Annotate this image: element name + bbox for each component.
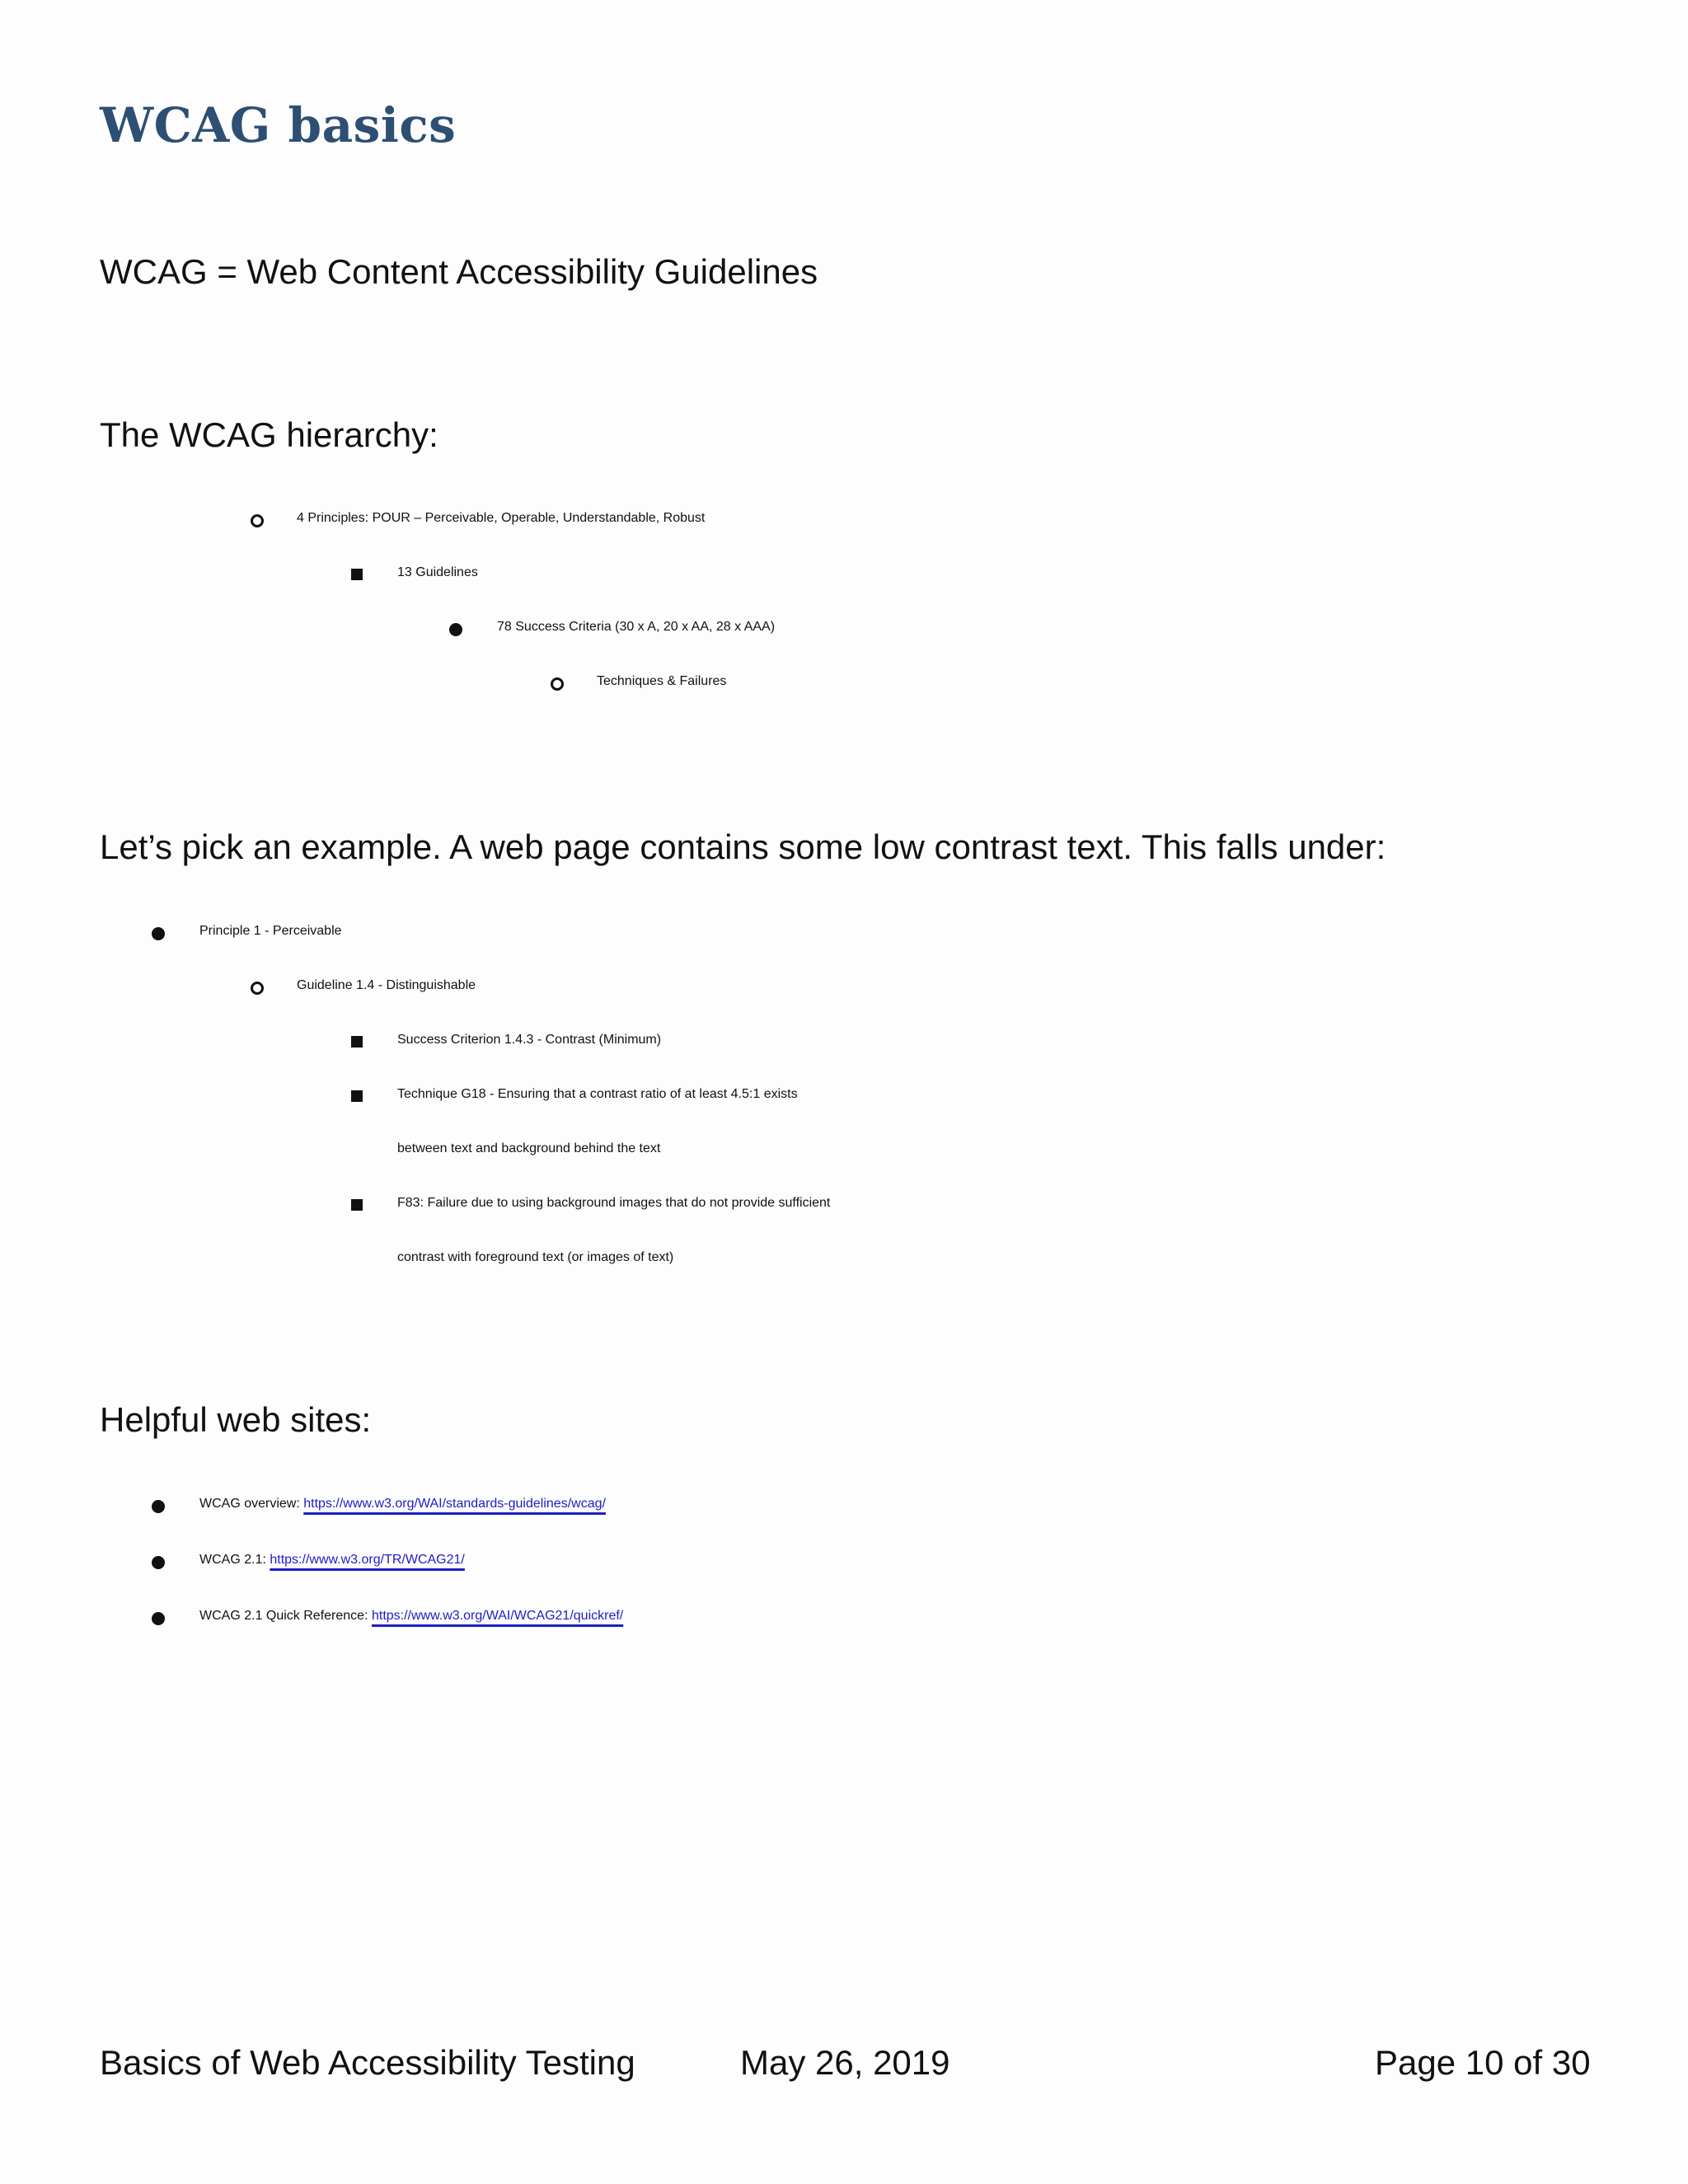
link-label: WCAG 2.1 Quick Reference: (199, 1609, 372, 1623)
wcag21-link[interactable]: https://www.w3.org/TR/WCAG21/ (270, 1553, 465, 1567)
hierarchy-item-guidelines: 13 Guidelines (397, 546, 478, 600)
example-principle: Principle 1 - Perceivable (199, 904, 342, 958)
example-guideline: Guideline 1.4 - Distinguishable (297, 958, 476, 1013)
hierarchy-item-principles: 4 Principles: POUR – Perceivable, Operable, Understandable, Robust (297, 491, 705, 546)
wcag-definition: WCAG = Web Content Accessibility Guidelines (100, 252, 818, 291)
link-label: WCAG 2.1: (199, 1553, 270, 1567)
footer-page-number: Page 10 of 30 (1375, 2043, 1591, 2082)
circle-bullet-icon (551, 677, 564, 691)
square-bullet-icon (351, 569, 363, 580)
disc-bullet-icon (152, 927, 165, 940)
circle-bullet-icon (251, 514, 264, 527)
hierarchy-intro: The WCAG hierarchy: (100, 415, 438, 454)
circle-bullet-icon (251, 982, 264, 995)
wcag-overview-link[interactable]: https://www.w3.org/WAI/standards-guidelines/wcag/ (303, 1497, 606, 1511)
hierarchy-item-techniques: Techniques & Failures (597, 654, 726, 709)
hierarchy-item-success-criteria: 78 Success Criteria (30 x A, 20 x AA, 28 x AAA) (497, 600, 775, 654)
disc-bullet-icon (449, 623, 462, 636)
link-item-wcag21-quickref (199, 1589, 623, 1643)
link-item-wcag21 (199, 1533, 465, 1587)
disc-bullet-icon (152, 1556, 165, 1569)
square-bullet-icon (351, 1090, 363, 1102)
page-heading: WCAG basics (100, 97, 457, 153)
wcag21-quickref-link[interactable]: https://www.w3.org/WAI/WCAG21/quickref/ (371, 1609, 624, 1623)
footer-title: Basics of Web Accessibility Testing (100, 2043, 635, 2082)
link-item-wcag-overview (199, 1477, 606, 1531)
helpful-intro: Helpful web sites: (100, 1400, 372, 1439)
footer-date: May 26, 2019 (740, 2043, 950, 2082)
example-technique: Technique G18 - Ensuring that a contrast ratio of at least 4.5:1 exists between text and background behind the text (397, 1067, 798, 1176)
disc-bullet-icon (152, 1500, 165, 1513)
example-failure: F83: Failure due to using background images that do not provide sufficient contrast with foreground text (or images of text) (397, 1176, 830, 1285)
square-bullet-icon (351, 1199, 363, 1211)
disc-bullet-icon (152, 1612, 165, 1625)
link-label: WCAG overview: (199, 1497, 304, 1511)
example-criterion: Success Criterion 1.4.3 - Contrast (Minimum) (397, 1013, 661, 1067)
example-intro: Let’s pick an example. A web page contains some low contrast text. This falls under: (100, 827, 1386, 866)
square-bullet-icon (351, 1036, 363, 1047)
